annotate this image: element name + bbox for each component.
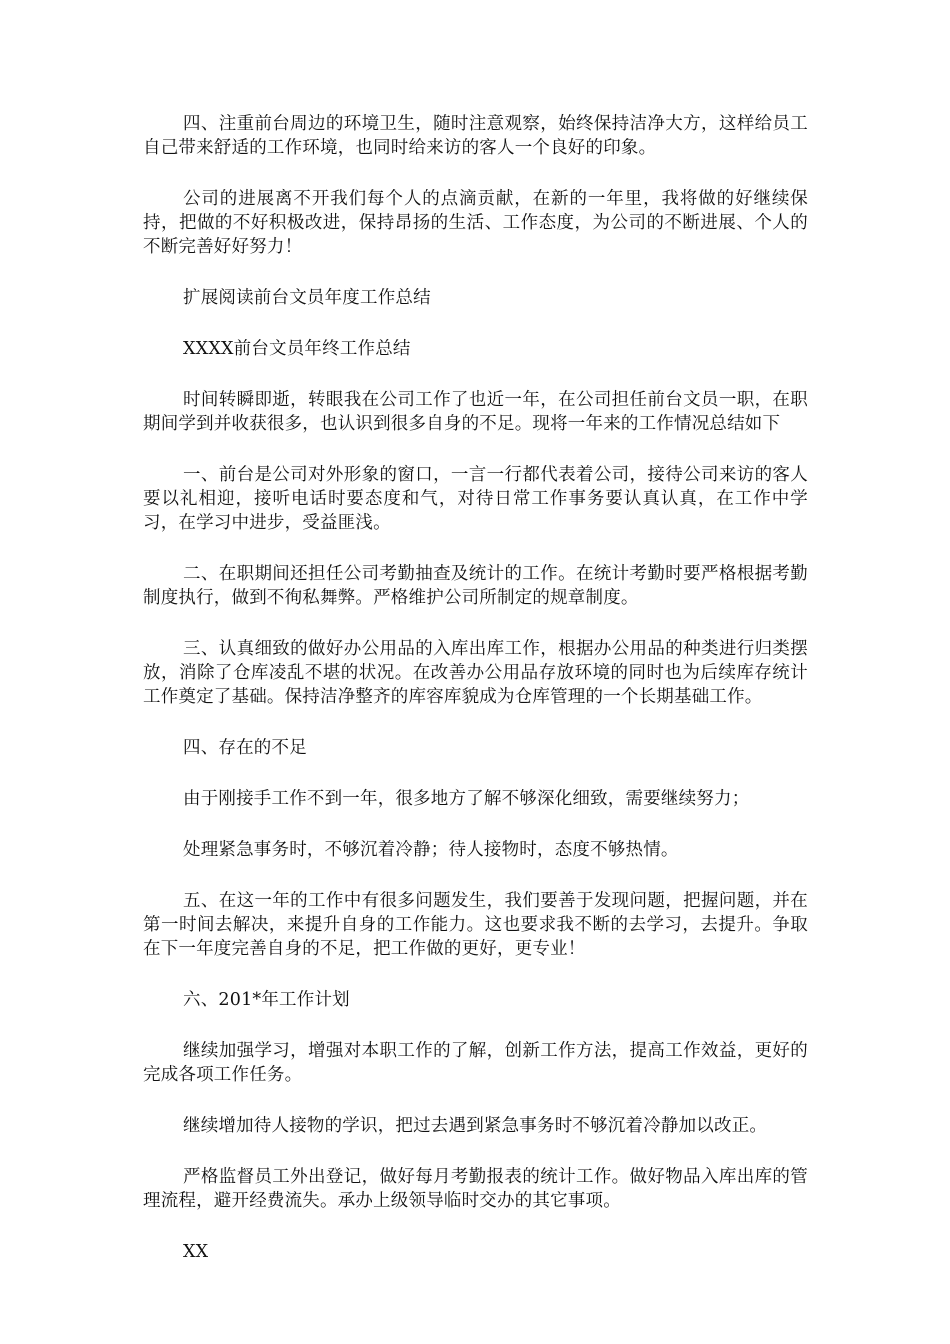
- paragraph-summary-title: XXXX前台文员年终工作总结: [183, 339, 411, 359]
- paragraph-environment: 四、注重前台周边的环境卫生，随时注意观察，始终保持洁净大方，这样给员工自己带来舒适的工作环境，也同时给来访的客人一个良好的印象。: [143, 114, 808, 158]
- paragraph-section-four-heading: 四、存在的不足: [183, 738, 307, 758]
- paragraph-section-six-heading: 六、201*年工作计划: [183, 990, 350, 1010]
- paragraph-section-two: 二、在职期间还担任公司考勤抽查及统计的工作。在统计考勤时要严格根据考勤制度执行，做到不徇私舞弊。严格维护公司所制定的规章制度。: [143, 564, 808, 608]
- paragraph-plan-three: 严格监督员工外出登记，做好每月考勤报表的统计工作。做好物品入库出库的管理流程，避开经费流失。承办上级领导临时交办的其它事项。: [143, 1167, 808, 1211]
- paragraph-section-five: 五、在这一年的工作中有很多问题发生，我们要善于发现问题，把握问题，并在第一时间去解决，来提升自身的工作能力。这也要求我不断的去学习，去提升。争取在下一年度完善自身的不足，把工作做的更好，更专业！: [143, 891, 808, 959]
- paragraph-plan-one: 继续加强学习，增强对本职工作的了解，创新工作方法，提高工作效益，更好的完成各项工作任务。: [143, 1041, 808, 1085]
- paragraph-signature: XX: [183, 1242, 209, 1262]
- paragraph-plan-two: 继续增加待人接物的学识，把过去遇到紧急事务时不够沉着冷静加以改正。: [183, 1116, 768, 1136]
- paragraph-intro: 时间转瞬即逝，转眼我在公司工作了也近一年，在公司担任前台文员一职，在职期间学到并收获很多，也认识到很多自身的不足。现将一年来的工作情况总结如下: [143, 390, 808, 434]
- paragraph-section-one: 一、前台是公司对外形象的窗口，一言一行都代表着公司，接待公司来访的客人要以礼相迎，接听电话时要态度和气，对待日常工作事务要认真认真，在工作中学习，在学习中进步，受益匪浅。: [143, 465, 808, 533]
- paragraph-shortcoming-two: 处理紧急事务时，不够沉着冷静；待人接物时，态度不够热情。: [183, 840, 679, 860]
- paragraph-company-progress: 公司的进展离不开我们每个人的点滴贡献，在新的一年里，我将做的好继续保持，把做的不好积极改进，保持昂扬的生活、工作态度，为公司的不断进展、个人的不断完善好好努力！: [143, 189, 808, 257]
- paragraph-section-three: 三、认真细致的做好办公用品的入库出库工作，根据办公用品的种类进行归类摆放，消除了仓库凌乱不堪的状况。在改善办公用品存放环境的同时也为后续库存统计工作奠定了基础。保持洁净整齐的库容库貌成为仓库管理的一个长期基础工作。: [143, 639, 808, 707]
- paragraph-extended-reading: 扩展阅读前台文员年度工作总结: [183, 288, 431, 308]
- document-body: [143, 112, 808, 1291]
- paragraph-shortcoming-one: 由于刚接手工作不到一年，很多地方了解不够深化细致，需要继续努力；: [183, 789, 750, 809]
